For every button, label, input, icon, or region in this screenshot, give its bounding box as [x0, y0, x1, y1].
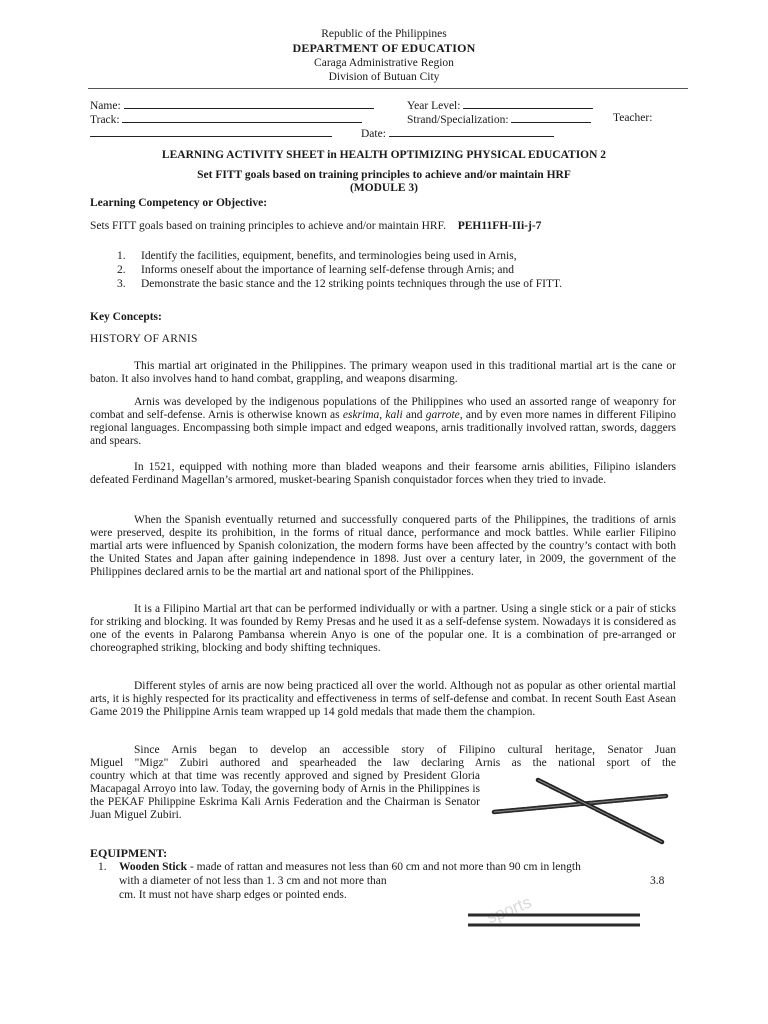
wooden-stick-title: Wooden Stick: [119, 861, 188, 873]
crossed-sticks-image: [490, 774, 670, 846]
teacher-blank[interactable]: [90, 126, 332, 137]
equipment-heading: EQUIPMENT:: [90, 846, 168, 860]
department-line: DEPARTMENT OF EDUCATION: [292, 41, 476, 55]
paragraph-zubiri-line2: Miguel "Migz" Zubiri authored and spearheaded the law declaring Arnis as the national sport of the: [90, 757, 676, 769]
paragraph-1521: In 1521, equipped with nothing more than bladed weapons and their fearsome arnis abilities, Filipino islanders defeated Ferdinand Magellan’s armored, musket-bearing Spanish conquistador forces when they tried to invade.: [90, 461, 676, 486]
strand-field[interactable]: [407, 112, 591, 127]
paragraph-presas: It is a Filipino Martial art that can be performed individually or with a partner. Using a single stick or a pair of sticks for striking and blocking. It was founded by Remy Presas and he used it as a self-defense system. Nowadays it is considered as one of the events in Palarong Pambansa wherein Anyo is one of the popular one. It is a combination of pre-arranged or choreographed striking, blocking and body shifting techniques.: [90, 603, 676, 654]
sheet-subtitle: Set FITT goals based on training principles to achieve and/or maintain HRF: [197, 169, 571, 181]
equipment-item-value: 3.8: [650, 875, 665, 887]
equipment-item-line2: with a diameter of not less than 1. 3 cm and not more than: [119, 875, 387, 887]
objective-number: 1.: [117, 250, 126, 262]
objective-number: 3.: [117, 278, 126, 290]
paragraph-spanish: When the Spanish eventually returned and successfully conquered parts of the Philippines, the traditions of arnis were preserved, despite its prohibition, in the forms of ritual dance, performance and mock battles. While earlier Filipino martial arts were influenced by Spanish colonization, the modern forms have been affected by the country’s contact with both the United States and Japan after gaining independence in 1898. Just over a century later, in 2009, the government of the Philippines declared arnis to be the martial art and national sport of the Philippines.: [90, 514, 676, 578]
track-blank[interactable]: [122, 112, 362, 123]
sports-watermark: sports: [484, 892, 535, 928]
paragraph-styles: Different styles of arnis are now being practiced all over the world. Although not as popular as other oriental martial arts, it is highly respected for its practicality and effectiveness in terms of self-defense and combat. In recent South East Asean Game 2019 the Philippine Arnis team wrapped up 14 gold medals that made them the champion.: [90, 680, 676, 718]
year-level-label: Year Level:: [407, 100, 461, 112]
key-concepts-heading: Key Concepts:: [90, 311, 162, 323]
competency-heading: Learning Competency or Objective:: [90, 197, 268, 209]
objective-text: Demonstrate the basic stance and the 12 striking points techniques through the use of FITT.: [141, 278, 563, 290]
date-label: Date:: [361, 128, 386, 140]
objective-number: 2.: [117, 264, 126, 276]
year-level-blank[interactable]: [463, 98, 593, 109]
track-field[interactable]: [90, 112, 362, 127]
year-level-field[interactable]: [407, 98, 593, 113]
paragraph-zubiri-rest: country which at that time was recently approved and signed by President Gloria Macapagal Arroyo into law. Today, the governing body of Arnis in the Philippines is the PEKAF Philippine Eskrima Kali Arnis Federation and the Chairman is Senator Juan Miguel Zubiri.: [90, 770, 480, 821]
equipment-item-line1: Wooden Stick - made of rattan and measures not less than 60 cm and not more than 90 cm in length: [119, 861, 581, 873]
parallel-sticks-image: [462, 866, 642, 932]
objective-text: Identify the facilities, equipment, benefits, and terminologies being used in Arnis,: [141, 250, 517, 262]
name-blank[interactable]: [124, 98, 374, 109]
date-blank[interactable]: [389, 126, 554, 137]
equipment-item-line3: cm. It must not have sharp edges or pointed ends.: [119, 889, 347, 901]
objective-text: Informs oneself about the importance of learning self-defense through Arnis; and: [141, 264, 514, 276]
history-heading: HISTORY OF ARNIS: [90, 333, 198, 345]
division-line: Division of Butuan City: [328, 71, 440, 83]
strand-blank[interactable]: [511, 112, 591, 123]
competency-code: PEH11FH-IIi-j-7: [457, 220, 542, 232]
region-line: Caraga Administrative Region: [314, 57, 454, 69]
date-field[interactable]: [361, 126, 554, 141]
track-label: Track:: [90, 114, 120, 126]
paragraph-zubiri-line1: Since Arnis began to develop an accessible story of Filipino cultural heritage, Senator Juan: [134, 744, 676, 756]
republic-line: Republic of the Philippines: [321, 28, 447, 40]
sheet-title: LEARNING ACTIVITY SHEET in HEALTH OPTIMIZING PHYSICAL EDUCATION 2: [161, 149, 607, 161]
paragraph-origin: This martial art originated in the Philippines. The primary weapon used in this traditional martial art is the cane or baton. It also involves hand to hand combat, grappling, and weapons disarming.: [90, 360, 676, 385]
competency-text: Sets FITT goals based on training principles to achieve and/or maintain HRF.: [90, 220, 446, 232]
teacher-label: Teacher:: [613, 112, 653, 124]
competency-statement: [90, 220, 541, 233]
module-label: (MODULE 3): [349, 182, 419, 194]
name-field[interactable]: [90, 98, 374, 113]
strand-label: Strand/Specialization:: [407, 114, 509, 126]
teacher-field[interactable]: [90, 126, 332, 141]
equipment-item-number: 1.: [98, 861, 107, 873]
header-rule: [88, 88, 688, 89]
name-label: Name:: [90, 100, 121, 112]
paragraph-development: Arnis was developed by the indigenous populations of the Philippines who used an assorted range of weaponry for combat and self-defense. Arnis is otherwise known as eskrima, kali and garrote, and by even more names in different Filipino regional languages. Encompassing both simple impact and edged weapons, arnis traditionally involved rattan, swords, daggers and spears.: [90, 396, 677, 447]
